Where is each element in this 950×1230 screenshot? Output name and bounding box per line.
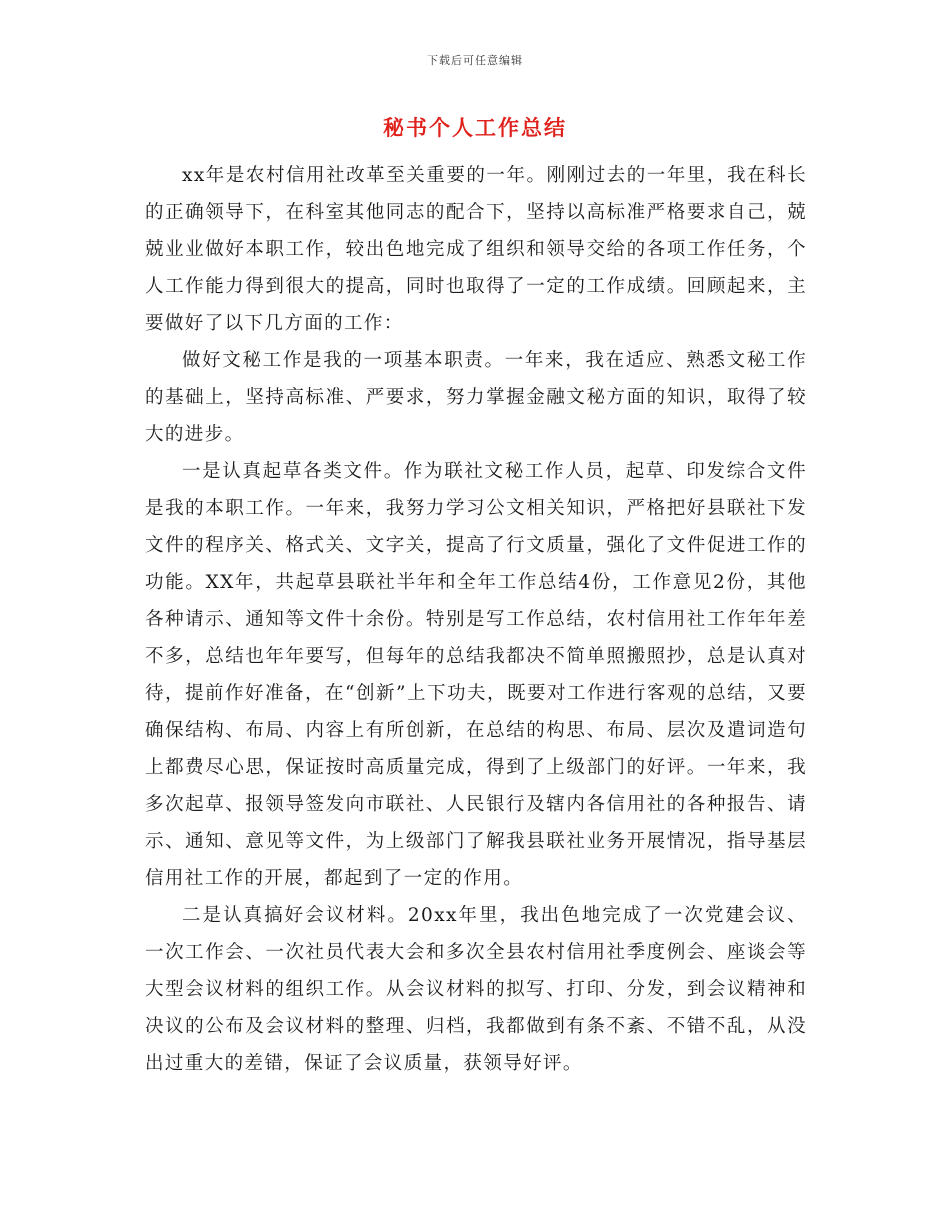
header-note: 下载后可任意编辑 (427, 54, 523, 67)
document-body (145, 157, 807, 1082)
paragraph-intro: xx年是农村信用社改革至关重要的一年。刚刚过去的一年里，我在科长的正确领导下，在科室其他同志的配合下，坚持以高标准严格要求自己，兢兢业业做好本职工作，较出色地完成了组织和领导交给的各项工作任务，个人工作能力得到很大的提高，同时也取得了一定的工作成绩。回顾起来，主要做好了以下几方面的工作： (145, 165, 807, 334)
document-title: 秘书个人工作总结 (383, 116, 567, 140)
paragraph-meeting-materials: 二是认真搞好会议材料。20xx年里，我出色地完成了一次党建会议、一次工作会、一次社员代表大会和多次全县农村信用社季度例会、座谈会等大型会议材料的组织工作。从会议材料的拟写、打印、分发，到会议精神和决议的公布及会议材料的整理、归档，我都做到有条不紊、不错不乱，从没出过重大的差错，保证了会议质量，获领导好评。 (145, 905, 807, 1074)
paragraph-drafting-documents: 一是认真起草各类文件。作为联社文秘工作人员，起草、印发综合文件是我的本职工作。一年来，我努力学习公文相关知识，严格把好县联社下发文件的程序关、格式关、文字关，提高了行文质量，强化了文件促进工作的功能。XX年，共起草县联社半年和全年工作总结4份，工作意见2份，其他各种请示、通知等文件十余份。特别是写工作总结，农村信用社工作年年差不多，总结也年年要写，但每年的总结我都决不简单照搬照抄，总是认真对待，提前作好准备，在“创新”上下功夫，既要对工作进行客观的总结，又要确保结构、布局、内容上有所创新，在总结的构思、布局、层次及遣词造句上都费尽心思，保证按时高质量完成，得到了上级部门的好评。一年来，我多次起草、报领导签发向市联社、人民银行及辖内各信用社的各种报告、请示、通知、意见等文件，为上级部门了解我县联社业务开展情况，指导基层信用社工作的开展，都起到了一定的作用。 (145, 461, 807, 889)
paragraph-secretarial-duty: 做好文秘工作是我的一项基本职责。一年来，我在适应、熟悉文秘工作的基础上，坚持高标准、严要求，努力掌握金融文秘方面的知识，取得了较大的进步。 (145, 350, 807, 445)
